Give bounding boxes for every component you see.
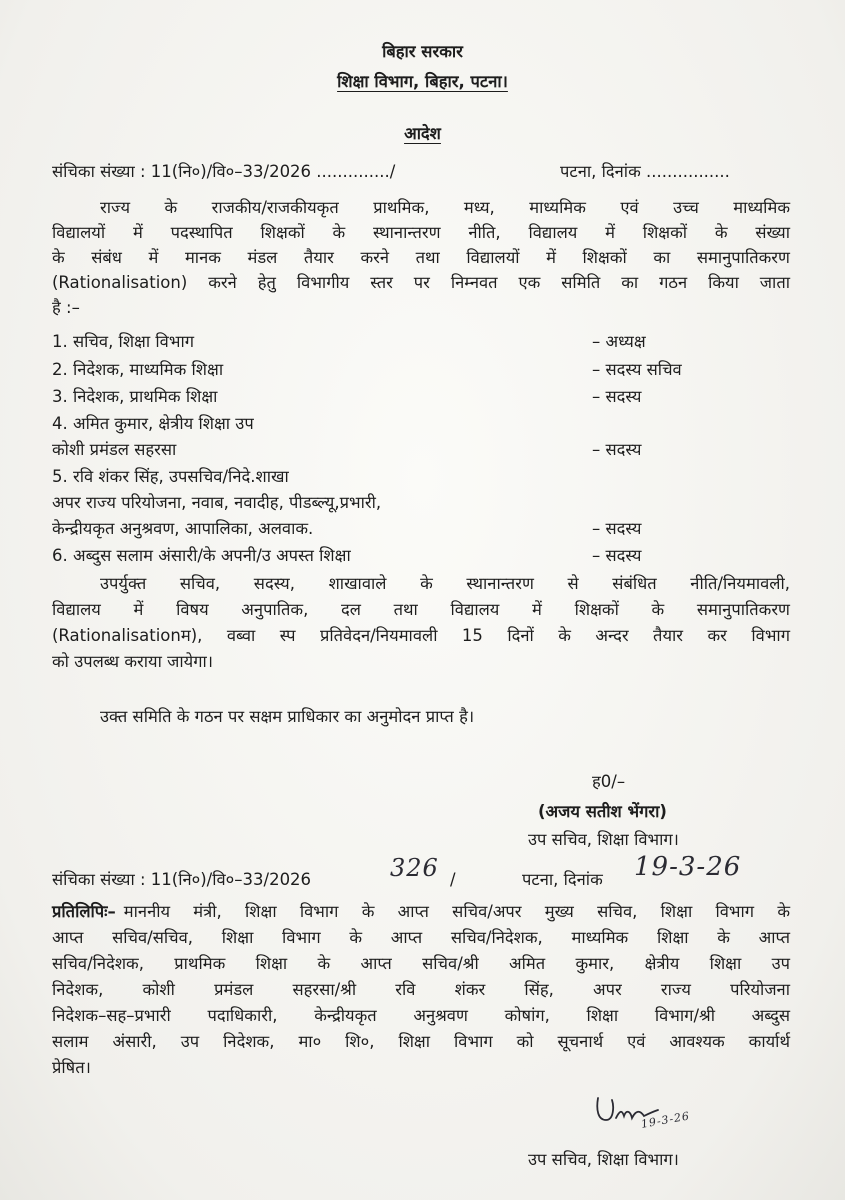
intro-line-0: राज्य के राजकीय/राजकीयकृत प्राथमिक, मध्य, माध्यमिक एवं उच्च माध्यमिक	[100, 198, 790, 217]
ref-top-file-no: संचिका संख्या : 11(नि०)/वि०–33/2026 ............../	[52, 162, 396, 181]
govt-heading: बिहार सरकार	[382, 42, 463, 61]
handwritten-date: 19-3-26	[634, 852, 742, 882]
dept-heading-text: शिक्षा विभाग, बिहार, पटना।	[337, 72, 508, 91]
member-1: 1. सचिव, शिक्षा विभाग	[52, 332, 195, 351]
task-line-1: विद्यालय में विषय अनुपातिक, दल तथा विद्यालय में शिक्षकों के समानुपातिकरण	[52, 600, 790, 619]
handwritten-signature-icon	[592, 1092, 664, 1136]
task-line-3: को उपलब्ध कराया जायेगा।	[52, 652, 214, 671]
member-5-role: – सदस्य	[592, 519, 642, 538]
approval-text: उक्त समिति के गठन पर सक्षम प्राधिकार का अनुमोदन प्राप्त है।	[100, 707, 475, 726]
member-6-role: – सदस्य	[592, 546, 642, 565]
task-line-2: (Rationalisationम), वब्वा स्प प्रतिवेदन/नियमावली 15 दिनों के अन्दर तैयार कर विभाग	[52, 626, 790, 645]
sd-mark: ह0/–	[592, 772, 626, 791]
copy-last-line: प्रेषित।	[52, 1058, 91, 1077]
member-5-line-3: केन्द्रीयकृत अनुश्रवण, आपालिका, अलवाक.	[52, 519, 314, 538]
signature2-designation: उप सचिव, शिक्षा विभाग।	[528, 1150, 679, 1169]
ref-bottom-place-date: पटना, दिनांक	[522, 870, 603, 889]
order-title-text: आदेश	[404, 124, 441, 143]
member-4-line-1: 4. अमित कुमार, क्षेत्रीय शिक्षा उप	[52, 414, 254, 433]
copy-line-0: आप्त सचिव/सचिव, शिक्षा विभाग के आप्त सचिव/निदेशक, माध्यमिक शिक्षा के आप्त	[52, 928, 790, 947]
intro-line-2: के संबंध में मानक मंडल तैयार करने तथा विद्यालयों में शिक्षकों का समानुपातिकरण	[52, 248, 790, 267]
member-4-role: – सदस्य	[592, 440, 642, 459]
intro-line-4: है :–	[52, 298, 80, 317]
copy-line-4: सलाम अंसारी, उप निदेशक, मा० शि०, शिक्षा विभाग को सूचनार्थ एवं आवश्यक कार्यार्थ	[52, 1032, 790, 1051]
member-2: 2. निदेशक, माध्यमिक शिक्षा	[52, 360, 224, 379]
signatory-name: (अजय सतीश भेंगरा)	[538, 802, 667, 821]
copy-first-line	[52, 900, 790, 924]
intro-line-1: विद्यालयों में पदस्थापित शिक्षकों के स्थानान्तरण नीति, विद्यालय में शिक्षकों के संख्या	[52, 223, 790, 242]
member-6: 6. अब्दुस सलाम अंसारी/के अपनी/उ अपस्त शिक्षा	[52, 546, 351, 565]
ref-top-place-date: पटना, दिनांक ................	[560, 162, 730, 181]
order-title	[0, 122, 845, 146]
member-5-line-2: अपर राज्य परियोजना, नवाब, नवादीह, पीडब्ल्यू,प्रभारी,	[52, 493, 382, 512]
intro-line-3: (Rationalisation) करने हेतु विभागीय स्तर पर निम्नवत एक समिति का गठन किया जाता	[52, 273, 790, 292]
member-4-line-2: कोशी प्रमंडल सहरसा	[52, 440, 177, 459]
member-3: 3. निदेशक, प्राथमिक शिक्षा	[52, 387, 218, 406]
copy-label: प्रतिलिपिः–	[52, 902, 116, 921]
copy-line-3: निदेशक–सह–प्रभारी पदाधिकारी, केन्द्रीयकृत अनुश्रवण कोषांग, शिक्षा विभाग/श्री अब्दुस	[52, 1006, 790, 1025]
copy-line-1: सचिव/निदेशक, प्राथमिक शिक्षा के आप्त सचिव/श्री अमित कुमार, क्षेत्रीय शिक्षा उप	[52, 954, 790, 973]
member-5-line-1: 5. रवि शंकर सिंह, उपसचिव/निदे.शाखा	[52, 467, 289, 486]
member-1-role: – अध्यक्ष	[592, 332, 646, 351]
dept-heading	[0, 70, 845, 94]
member-3-role: – सदस्य	[592, 387, 642, 406]
handwritten-number: 326	[390, 854, 439, 882]
ref-bottom-slash: /	[450, 870, 456, 889]
copy-first-text: माननीय मंत्री, शिक्षा विभाग के आप्त सचिव/अपर मुख्य सचिव, शिक्षा विभाग के	[123, 902, 790, 921]
ref-bottom-file-no: संचिका संख्या : 11(नि०)/वि०–33/2026	[52, 870, 312, 889]
signature-date: 19-3-26	[640, 1109, 691, 1131]
copy-line-2: निदेशक, कोशी प्रमंडल सहरसा/श्री रवि शंकर सिंह, अपर राज्य परियोजना	[52, 980, 790, 999]
signatory-designation: उप सचिव, शिक्षा विभाग।	[528, 830, 679, 849]
member-2-role: – सदस्य सचिव	[592, 360, 682, 379]
task-line-0: उपर्युक्त सचिव, सदस्य, शाखावाले के स्थानान्तरण से संबंधित नीति/नियमावली,	[100, 574, 790, 593]
